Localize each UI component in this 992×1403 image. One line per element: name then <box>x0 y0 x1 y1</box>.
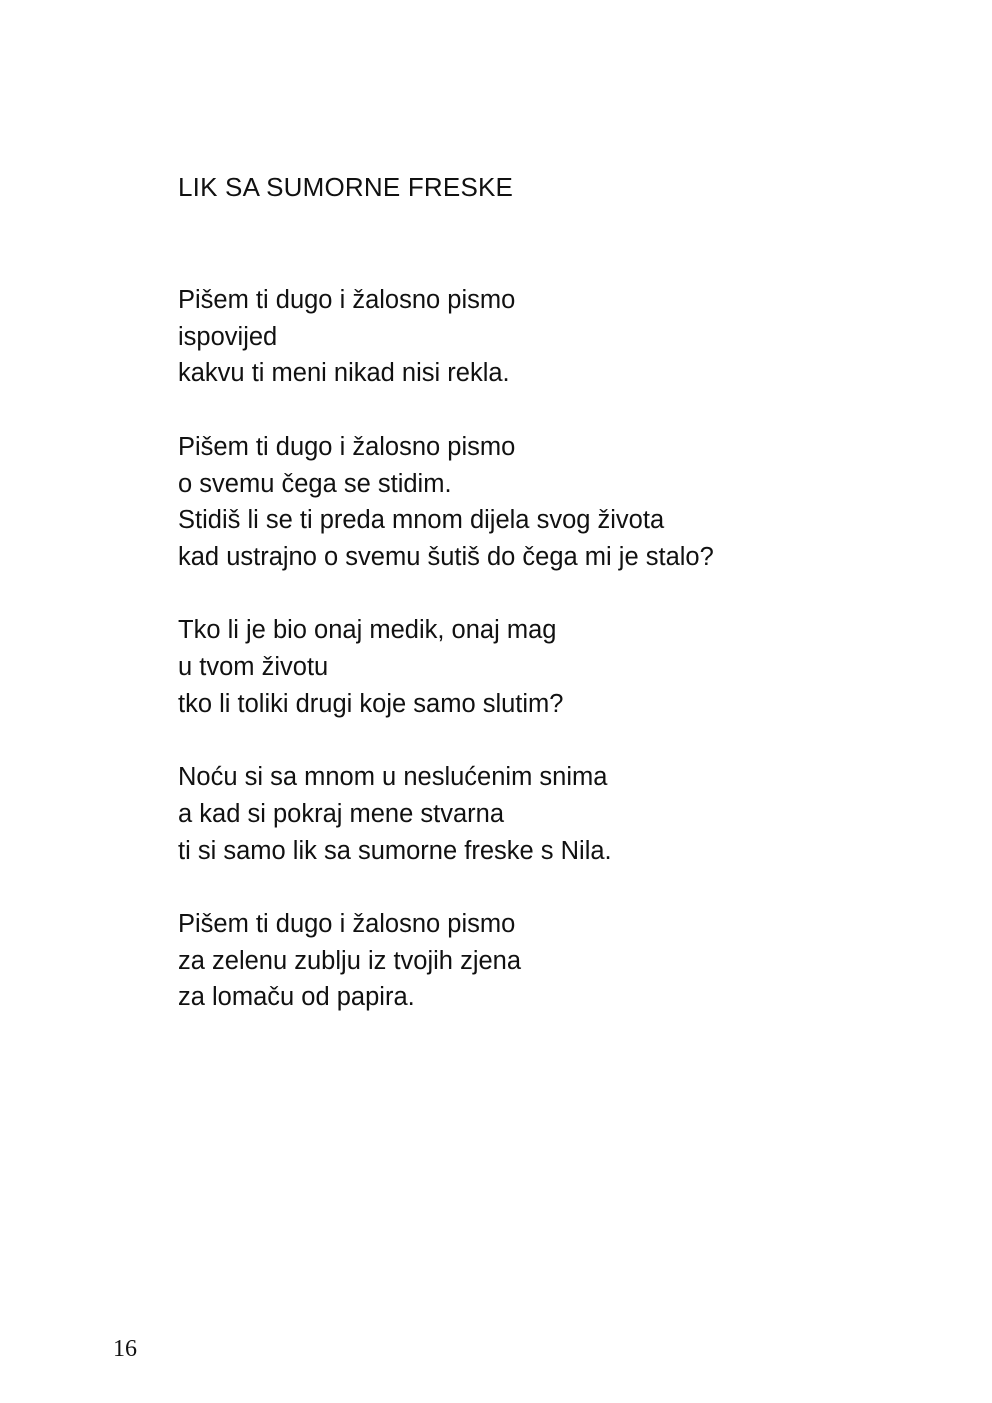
poem-title: LIK SA SUMORNE FRESKE <box>178 172 514 202</box>
stanza-1 <box>178 282 714 392</box>
poem-line: Pišem ti dugo i žalosno pismo <box>178 286 516 314</box>
page-number: 16 <box>113 1336 137 1362</box>
stanza-5 <box>178 906 714 1016</box>
poem-line: u tvom životu <box>178 653 329 681</box>
poem-line: Pišem ti dugo i žalosno pismo <box>178 909 516 938</box>
poem-line: kad ustrajno o svemu šutiš do čega mi je stalo? <box>178 542 714 571</box>
poem-line: Pišem ti dugo i žalosno pismo <box>178 432 516 461</box>
poem-line: a kad si pokraj mene stvarna <box>178 799 504 828</box>
stanza-2 <box>178 429 714 576</box>
stanza-4 <box>178 759 714 869</box>
poem-line: za lomaču od papira. <box>178 983 415 1012</box>
poem-line: za zelenu zublju iz tvojih zjena <box>178 946 522 975</box>
poem-line: Stidiš li se ti preda mnom dijela svog života <box>178 506 665 535</box>
poem-line: tko li toliki drugi koje samo slutim? <box>178 689 564 718</box>
poem-line: kakvu ti meni nikad nisi rekla. <box>178 359 510 388</box>
poem-line: Tko li je bio onaj medik, onaj mag <box>178 616 557 645</box>
poem-line: o svemu čega se stidim. <box>178 469 452 498</box>
poem-line: Noću si sa mnom u neslućenim snima <box>178 763 608 792</box>
poem-body <box>178 282 714 1053</box>
poem-line: ispovijed <box>178 322 278 351</box>
poem-line: ti si samo lik sa sumorne freske s Nila. <box>178 836 612 865</box>
stanza-3 <box>178 612 714 722</box>
